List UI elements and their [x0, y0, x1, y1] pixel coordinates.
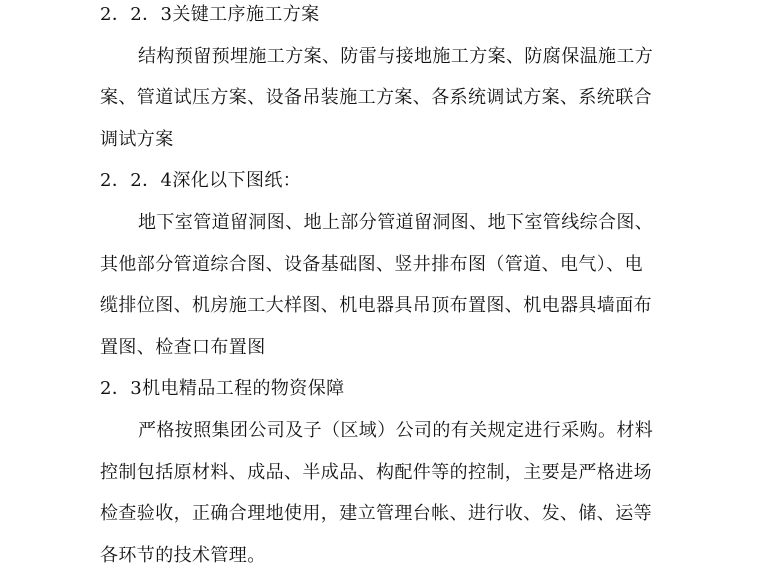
paragraph-line: 案、管道试压方案、设备吊装施工方案、各系统调试方案、系统联合: [100, 87, 652, 109]
paragraph-line: 缆排位图、机房施工大样图、机电器具吊顶布置图、机电器具墙面布: [100, 295, 652, 317]
paragraph-line: 控制包括原材料、成品、半成品、构配件等的控制，主要是严格进场: [100, 461, 652, 483]
section-heading: 2．2．3关键工序施工方案: [100, 4, 320, 25]
paragraph-line: 结构预留预埋施工方案、防雷与接地施工方案、防腐保温施工方: [138, 45, 654, 67]
paragraph-line: 各环节的技术管理。: [100, 544, 266, 566]
paragraph-line: 置图、检查口布置图: [100, 336, 266, 358]
paragraph-line: 其他部分管道综合图、设备基础图、竖井排布图（管道、电气）、电: [100, 253, 643, 275]
paragraph-line: 检查验收，正确合理地使用，建立管理台帐、进行收、发、储、运等: [100, 503, 652, 525]
paragraph-line: 调试方案: [100, 128, 174, 150]
section-heading: 2．2．4深化以下图纸：: [100, 170, 302, 192]
section-heading: 2．3机电精品工程的物资保障: [100, 378, 345, 400]
paragraph-line: 严格按照集团公司及子（区域）公司的有关规定进行采购。材料: [138, 419, 654, 441]
document-body: [100, 4, 660, 586]
paragraph-line: 地下室管道留洞图、地上部分管道留洞图、地下室管线综合图、: [138, 211, 654, 233]
